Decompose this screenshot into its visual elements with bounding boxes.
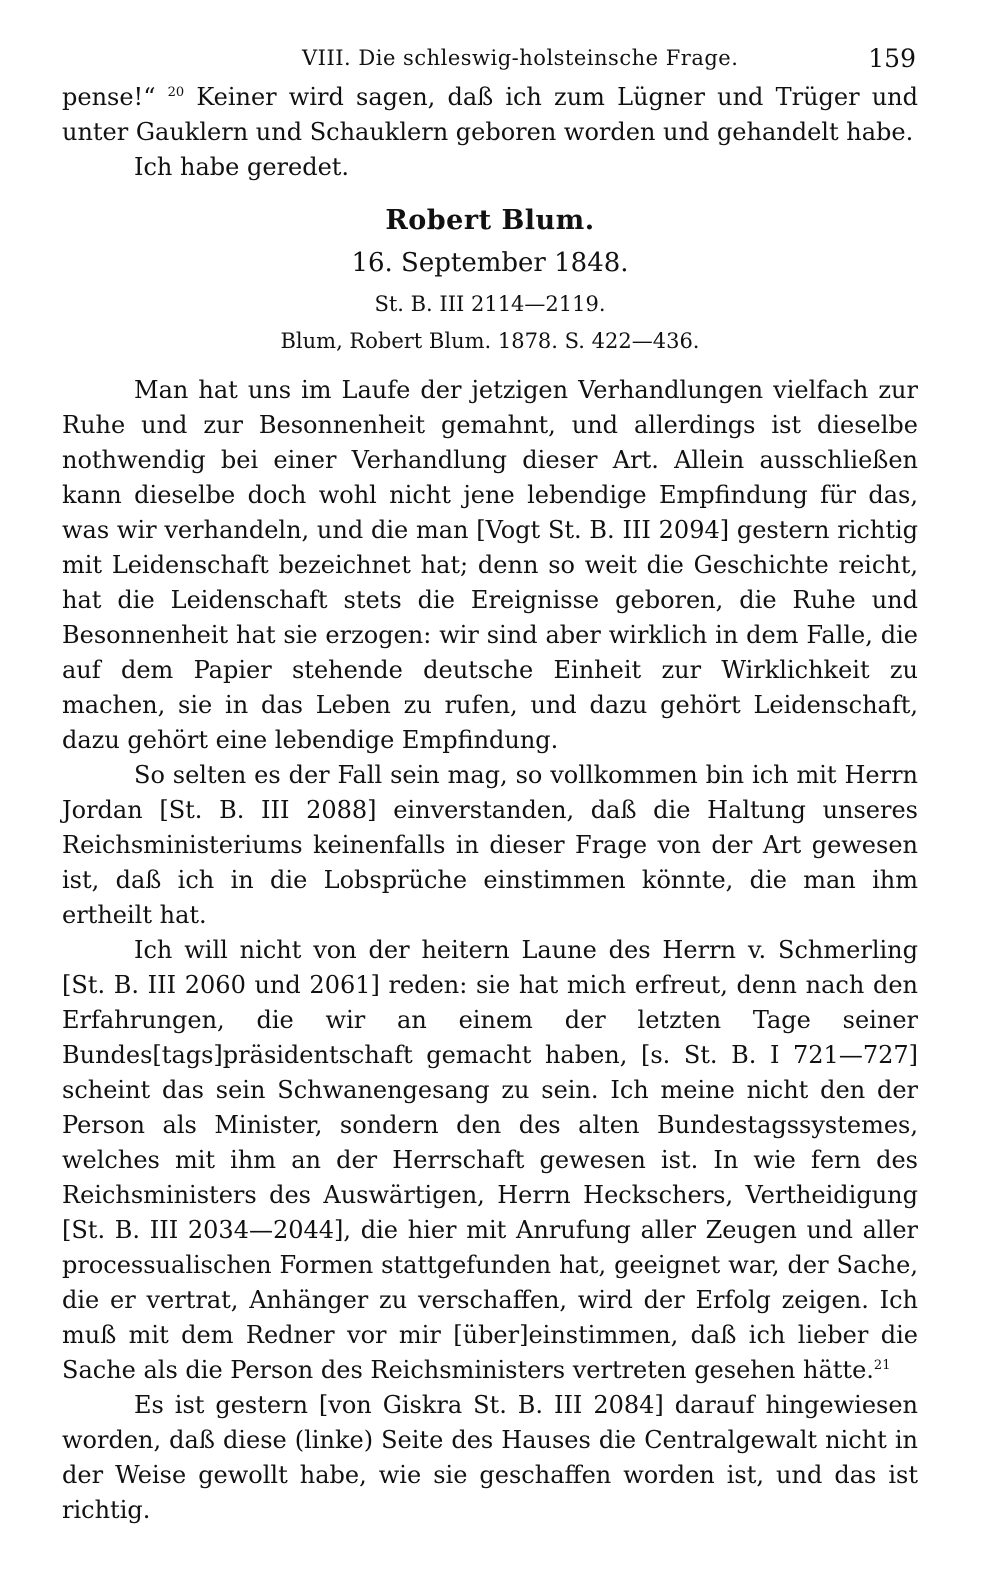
- page-number: 159: [868, 44, 916, 73]
- speaker-name: Robert Blum.: [385, 205, 595, 236]
- intro-text: pense!“: [62, 83, 168, 111]
- footnote-marker: 20: [167, 85, 185, 100]
- speech-heading: [62, 201, 918, 359]
- footnote-marker: 21: [873, 1358, 891, 1373]
- speech-date: 16. September 1848.: [351, 248, 629, 278]
- source-reference-secondary: Blum, Robert Blum. 1878. S. 422—436.: [280, 329, 700, 353]
- paragraph-2: So selten es der Fall sein mag, so vollkommen bin ich mit Herrn Jordan [St. B. III 2088] einverstanden, daß die Haltung unseres Reichsministeriums keinenfalls in dieser Frage von der Art gewesen ist, daß ich in die Lobsprüche einstimmen könnte, die man ihm ertheilt hat.: [62, 761, 918, 929]
- intro-closing: Ich habe geredet.: [134, 153, 350, 181]
- paragraph-3: [62, 933, 918, 1388]
- chapter-title: VIII. Die schleswig-holsteinsche Frage.: [302, 46, 739, 70]
- source-reference: St. B. III 2114—2119.: [374, 292, 606, 316]
- paragraph-4: Es ist gestern [von Giskra St. B. III 2084] darauf hingewiesen worden, daß diese (linke) Seite des Hauses die Centralgewalt nicht in der Weise gewollt habe, wie sie geschaffen worden ist, und das ist richtig.: [62, 1391, 918, 1524]
- paragraph-1: Man hat uns im Laufe der jetzigen Verhandlungen vielfach zur Ruhe und zur Besonnenheit gemahnt, und allerdings ist dieselbe nothwendig bei einer Verhandlung dieser Art. Allein ausschließen kann dieselbe doch wohl nicht jene lebendige Empfindung für das, was wir verhandeln, und die man [Vogt St. B. III 2094] gestern richtig mit Leidenschaft bezeichnet hat; denn so weit die Geschichte reicht, hat die Leidenschaft stets die Ereignisse geboren, die Ruhe und Besonnenheit hat sie erzogen: wir sind aber wirklich in dem Falle, die auf dem Papier stehende deutsche Einheit zur Wirklichkeit zu machen, sie in das Leben zu rufen, und dazu gehört Leidenschaft, dazu gehört eine lebendige Empfindung.: [62, 376, 918, 754]
- intro-paragraph: [62, 80, 918, 150]
- paragraph-3-text: Ich will nicht von der heitern Laune des Herrn v. Schmerling [St. B. III 2060 und 2061] reden: sie hat mich erfreut, denn nach den Erfahrungen, die wir an einem der letzten Tage seiner Bundes[tags]präsidentschaft gemacht haben, [s. St. B. I 721—727] scheint das sein Schwanengesang zu sein. Ich meine nicht den der Person als Minister, sondern den des alten Bundestagssystemes, welches mit ihm an der Herrschaft gewesen ist. In wie fern des Reichsministers des Auswärtigen, Herrn Heckschers, Vertheidigung [St. B. III 2034—2044], die hier mit Anrufung aller Zeugen und aller processualischen Formen stattgefunden hat, geeignet war, der Sache, die er vertrat, Anhänger zu verschaffen, wird der Erfolg zeigen. Ich muß mit dem Redner vor mir [über]einstimmen, daß ich lieber die Sache als die Person des Reichsministers vertreten gesehen hätte.: [62, 936, 918, 1384]
- book-page: [62, 40, 918, 1528]
- intro-text-after: Keiner wird sagen, daß ich zum Lügner und Trüger und unter Gauklern und Schauklern geboren worden und gehandelt habe.: [62, 83, 918, 146]
- main-text: [62, 80, 918, 1528]
- running-head: [62, 40, 918, 80]
